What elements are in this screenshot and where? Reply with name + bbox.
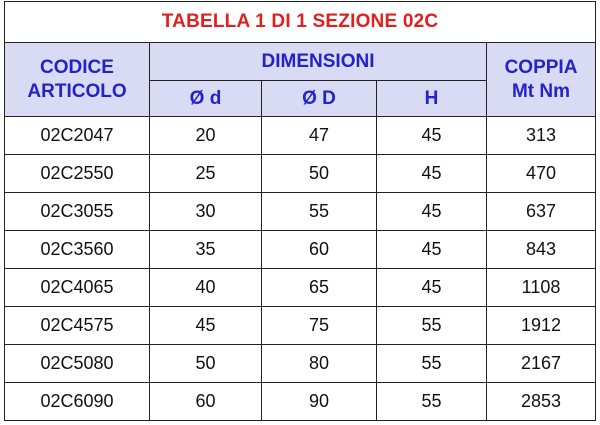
cell-coppia: 2853 xyxy=(487,383,596,421)
cell-d: 50 xyxy=(150,345,262,383)
cell-codice: 02C6090 xyxy=(5,383,150,421)
header-mt-nm: Mt Nm xyxy=(511,80,571,102)
cell-D: 65 xyxy=(262,269,377,307)
cell-d: 35 xyxy=(150,231,262,269)
cell-h: 45 xyxy=(377,193,487,231)
cell-D: 90 xyxy=(262,383,377,421)
cell-h: 55 xyxy=(377,345,487,383)
header-codice: CODICE xyxy=(40,56,114,78)
cell-h: 45 xyxy=(377,231,487,269)
cell-h: 45 xyxy=(377,269,487,307)
cell-coppia: 1912 xyxy=(487,307,596,345)
specs-table xyxy=(4,1,596,421)
cell-codice: 02C3560 xyxy=(5,231,150,269)
cell-coppia: 843 xyxy=(487,231,596,269)
header-dimensioni: DIMENSIONI xyxy=(150,43,487,81)
cell-codice: 02C4065 xyxy=(5,269,150,307)
cell-d: 45 xyxy=(150,307,262,345)
cell-d: 25 xyxy=(150,155,262,193)
cell-h: 45 xyxy=(377,155,487,193)
table-row xyxy=(5,231,596,269)
cell-codice: 02C5080 xyxy=(5,345,150,383)
cell-h: 55 xyxy=(377,307,487,345)
cell-coppia: 1108 xyxy=(487,269,596,307)
cell-codice: 02C4575 xyxy=(5,307,150,345)
cell-coppia: 637 xyxy=(487,193,596,231)
header-coppia xyxy=(487,43,596,117)
cell-coppia: 2167 xyxy=(487,345,596,383)
table-row xyxy=(5,193,596,231)
cell-D: 55 xyxy=(262,193,377,231)
cell-d: 40 xyxy=(150,269,262,307)
cell-D: 50 xyxy=(262,155,377,193)
cell-d: 20 xyxy=(150,117,262,155)
cell-D: 47 xyxy=(262,117,377,155)
cell-h: 55 xyxy=(377,383,487,421)
header-d-large: Ø D xyxy=(262,81,377,117)
cell-codice: 02C2047 xyxy=(5,117,150,155)
cell-d: 30 xyxy=(150,193,262,231)
table-row xyxy=(5,307,596,345)
header-articolo: ARTICOLO xyxy=(27,80,127,102)
cell-coppia: 313 xyxy=(487,117,596,155)
header-h: H xyxy=(377,81,487,117)
cell-D: 75 xyxy=(262,307,377,345)
table-row xyxy=(5,117,596,155)
header-d-small: Ø d xyxy=(150,81,262,117)
cell-D: 60 xyxy=(262,231,377,269)
cell-d: 60 xyxy=(150,383,262,421)
table-row xyxy=(5,345,596,383)
cell-h: 45 xyxy=(377,117,487,155)
cell-codice: 02C3055 xyxy=(5,193,150,231)
table-row xyxy=(5,269,596,307)
cell-codice: 02C2550 xyxy=(5,155,150,193)
table-row xyxy=(5,155,596,193)
table-row xyxy=(5,383,596,421)
table-title: TABELLA 1 DI 1 SEZIONE 02C xyxy=(5,2,596,43)
cell-D: 80 xyxy=(262,345,377,383)
cell-coppia: 470 xyxy=(487,155,596,193)
header-coppia-label: COPPIA xyxy=(504,56,578,78)
header-codice-articolo xyxy=(5,43,150,117)
